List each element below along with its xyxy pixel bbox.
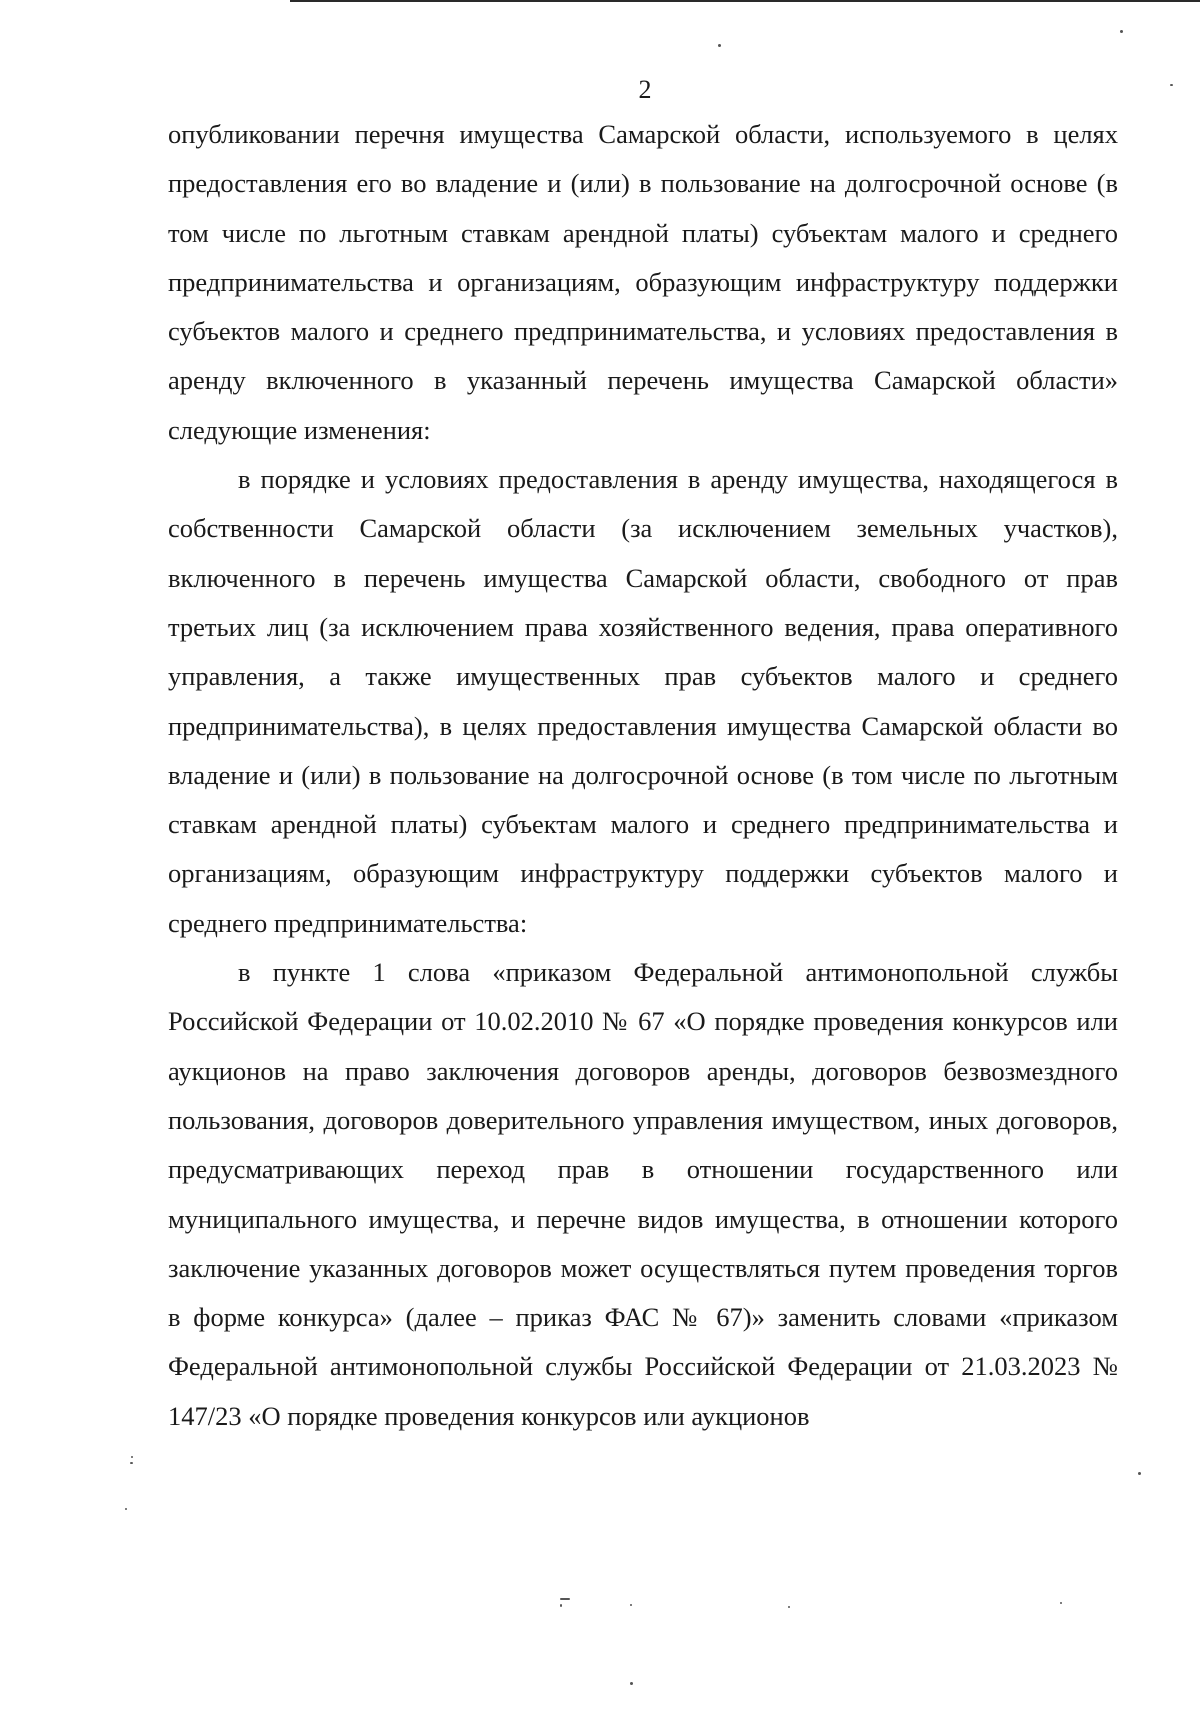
scan-speck xyxy=(560,1598,570,1600)
scan-speck xyxy=(630,1682,633,1685)
scan-speck xyxy=(1170,84,1173,86)
scan-speck xyxy=(560,1604,562,1607)
paragraph-clause-1: в пункте 1 слова «приказом Федеральной антимонопольной службы Российской Федерации от 10.02.2010 № 67 «О порядке проведения конкурсов или аукционов на право заключения договоров аренды, договоров безвозмездного пользования, договоров доверительного управления имуществом, иных договоров, предусматривающих переход прав в отношении государственного или муниципального имущества, и перечне видов имущества, в отношении которого заключение указанных договоров может осуществляться путем проведения торгов в форме конкурса» (далее – приказ ФАС № 67)» заменить словами «приказом Федеральной антимонопольной службы Российской Федерации от 21.03.2023 № 147/23 «О порядке проведения конкурсов или аукционов xyxy=(168,957,1118,1431)
page-number: 2 xyxy=(638,75,652,104)
scan-speck xyxy=(1138,1472,1141,1475)
scan-speck xyxy=(130,1462,133,1464)
top-border-line xyxy=(290,0,1200,2)
scan-speck xyxy=(1060,1602,1062,1604)
scan-speck xyxy=(1120,30,1123,33)
scan-speck xyxy=(630,1604,632,1606)
scan-speck xyxy=(125,1508,127,1510)
paragraph-procedure-conditions: в порядке и условиях предоставления в аренду имущества, находящегося в собственности Самарской области (за исключением земельных участков), включенного в перечень имущества Самарской области, свободного от прав третьих лиц (за исключением права хозяйственного ведения, права оперативного управления, а также имущественных прав субъектов малого и среднего предпринимательства), в целях предоставления имущества Самарской области во владение и (или) в пользование на долгосрочной основе (в том числе по льготным ставкам арендной платы) субъектам малого и среднего предпринимательства и организациям, образующим инфраструктуру поддержки субъектов малого и среднего предпринимательства: xyxy=(168,464,1118,938)
scan-speck xyxy=(788,1606,790,1608)
scan-speck xyxy=(131,1456,133,1458)
document-body xyxy=(168,110,1118,1441)
scan-speck xyxy=(718,44,721,47)
paragraph-continuation: опубликовании перечня имущества Самарской области, используемого в целях предоставления его во владение и (или) в пользование на долгосрочной основе (в том числе по льготным ставкам арендной платы) субъектам малого и среднего предпринимательства и организациям, образующим инфраструктуру поддержки субъектов малого и среднего предпринимательства, и условиях предоставления в аренду включенного в указанный перечень имущества Самарской области» следующие изменения: xyxy=(168,119,1118,445)
